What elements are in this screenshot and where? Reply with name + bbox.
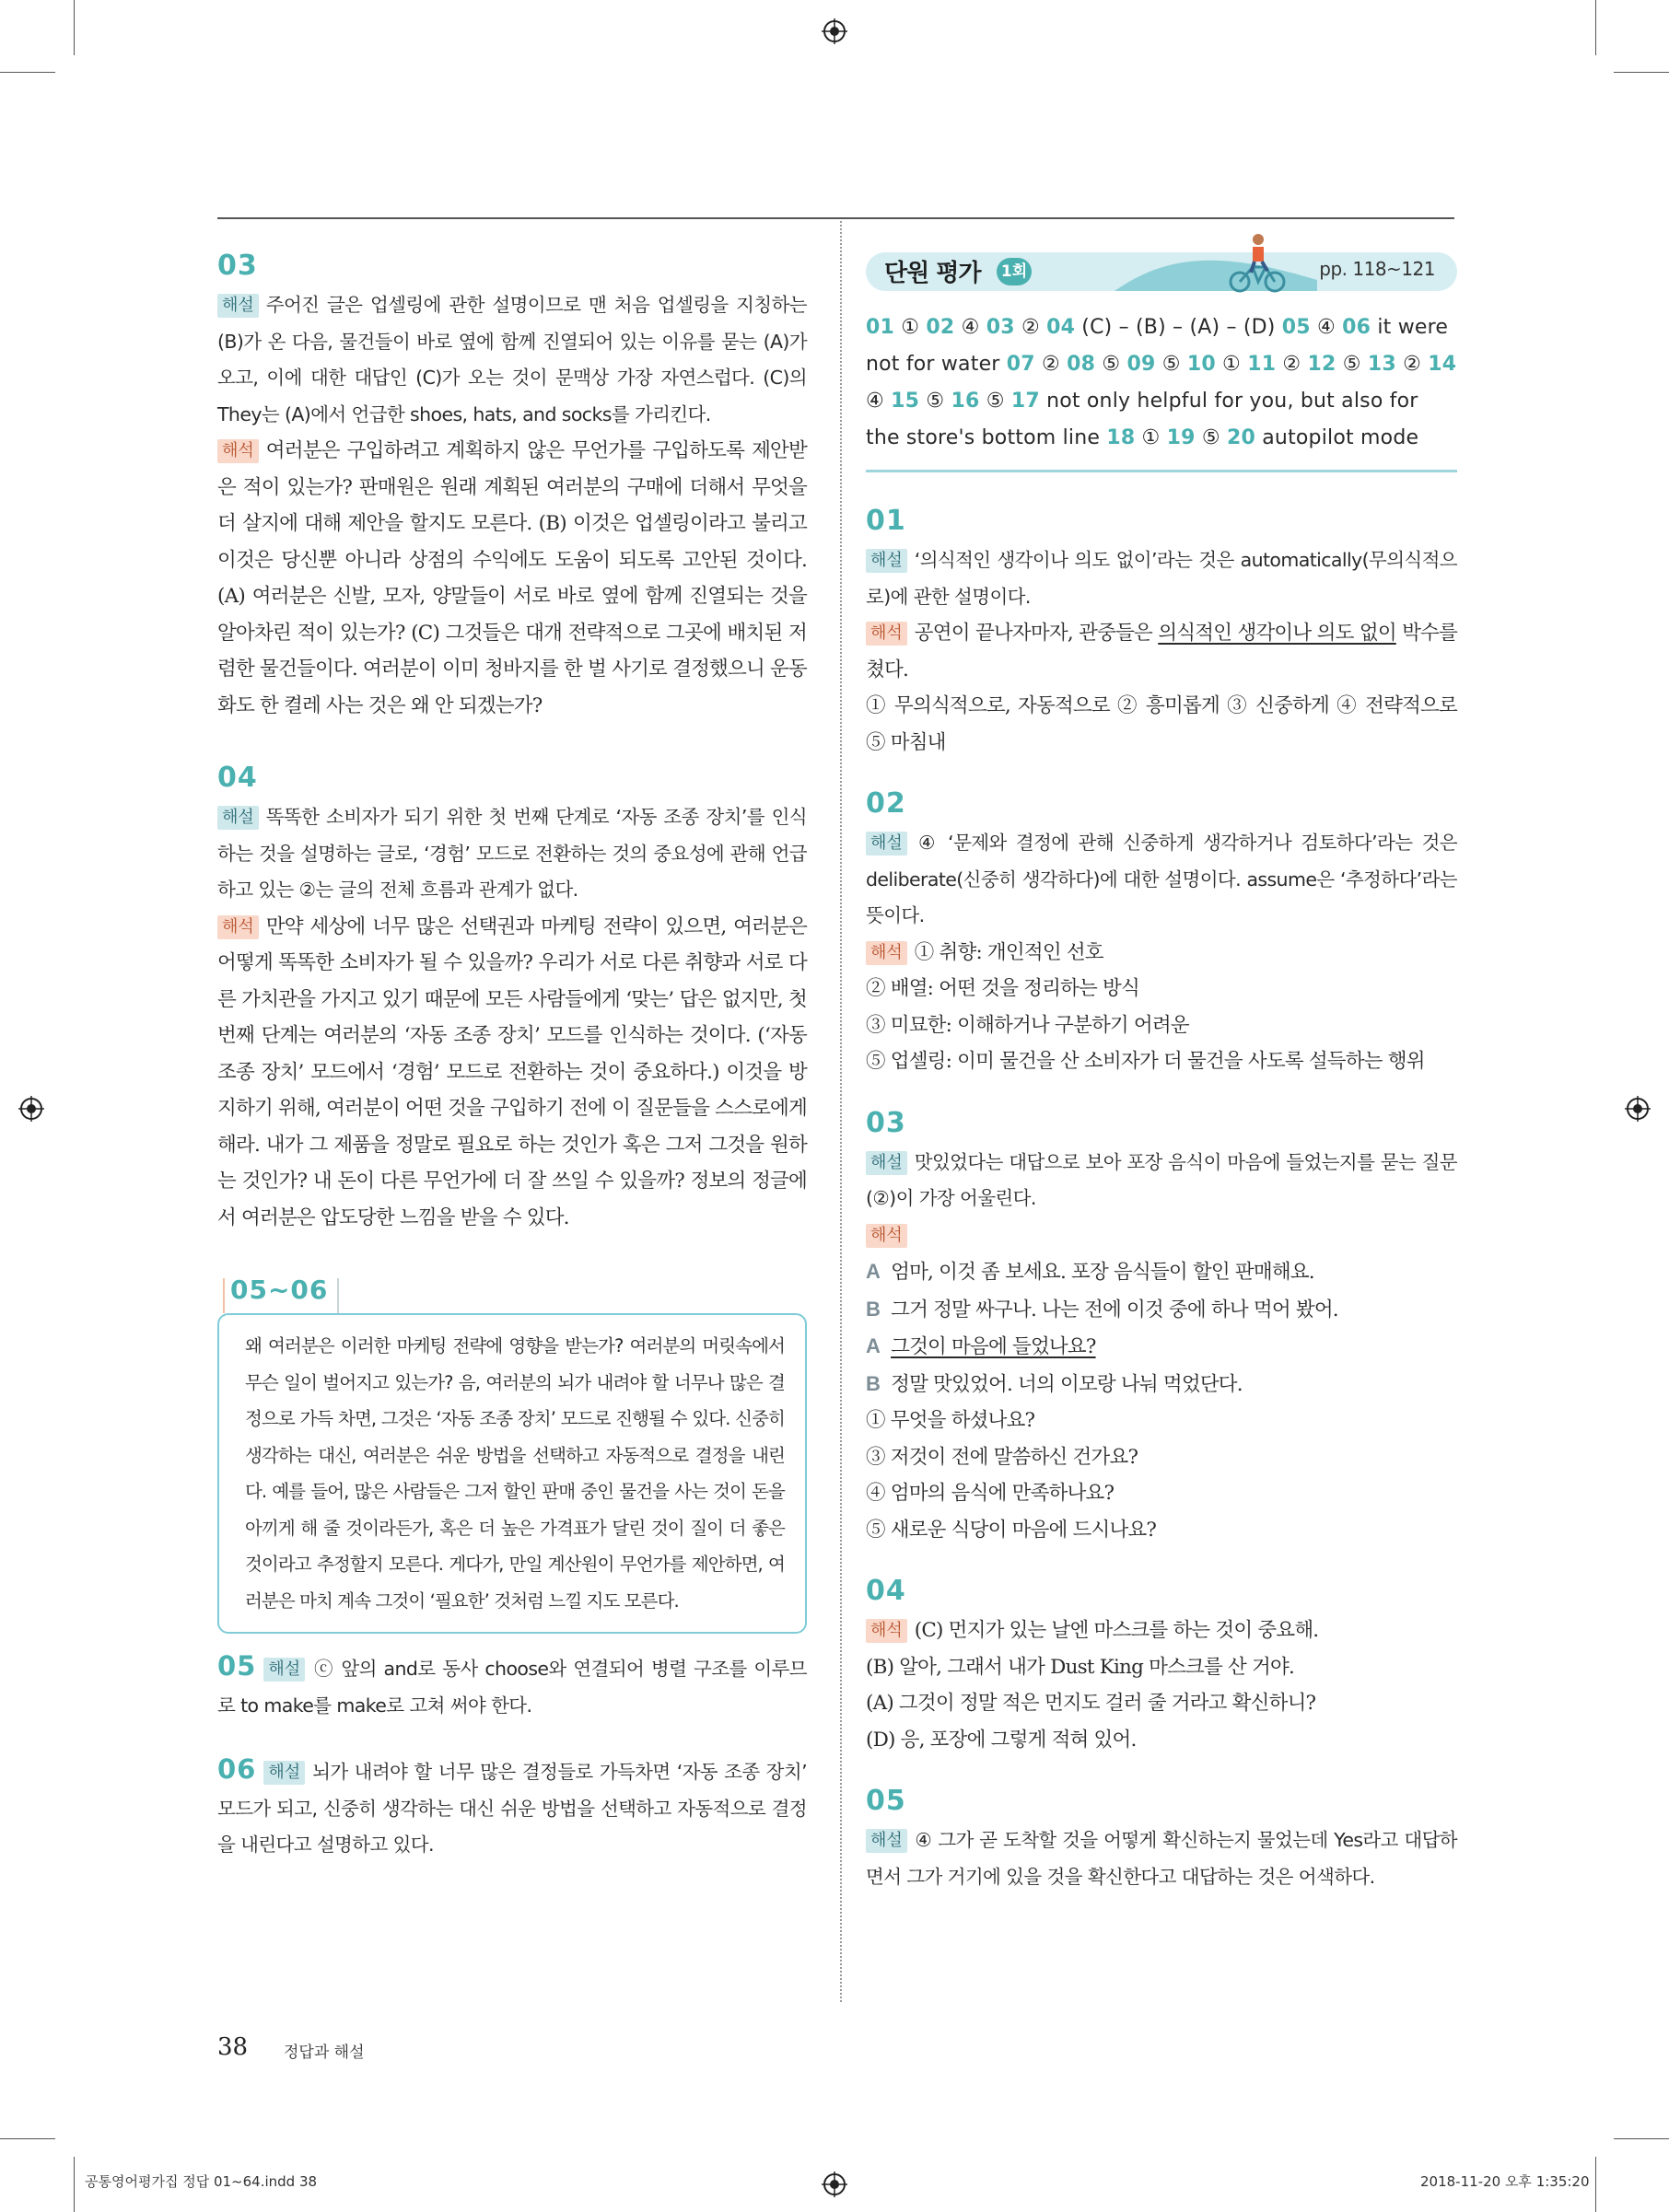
crop-mark [1595,0,1596,55]
explanation-tag: 해설 [217,806,259,830]
answer-value: ⑤ [986,390,1005,413]
answer-value: ④ [961,316,980,339]
question-04-right: 04 해석 (C) 먼지가 있는 날엔 마스크를 하는 것이 중요해. (B) 알아, 그래서 내가 Dust King 마스크를 산 거야. (A) 그것이 정말 적은 먼지도 걸러 줄 거라고 확신하니? (D) 응, 포장에 그렇게 적혀 있어. [866,1574,1457,1758]
unit-pages: pp. 118~121 [1319,258,1435,280]
explanation-tag: 해설 [263,1761,305,1785]
unit-header [866,249,1457,298]
answer-key-rule [866,470,1457,472]
translation-tag: 해석 [866,1619,907,1643]
answer-value: ⑤ [926,390,945,413]
registration-mark-icon [18,1096,44,1122]
answer-number: 04 [1046,316,1076,339]
crop-mark [0,2138,55,2139]
underlined-phrase: 의식적인 생각이나 의도 없이 [1158,622,1396,645]
right-column [866,249,1457,1895]
answer-number: 12 [1307,353,1336,376]
registration-mark-icon [822,2171,847,2197]
explanation-tag: 해설 [866,1151,907,1175]
answer-item [1308,353,1361,376]
answer-number: 19 [1166,426,1196,449]
answer-item [1227,426,1418,449]
answer-value: ⑤ [1161,353,1181,376]
answer-item [1247,353,1301,376]
crop-mark [1614,72,1669,73]
dialogue-line [866,1291,1457,1329]
dialogue-line: (D) 응, 포장에 그렇게 적혀 있어. [866,1728,1137,1752]
answer-value: ⑤ [1342,353,1361,376]
dialogue-line: (B) 알아, 그래서 내가 Dust King 마스크를 산 거야. [866,1655,1294,1679]
answer-number: 01 [866,316,895,339]
question-number: 03 [866,1106,906,1139]
answer-value: not only helpful for you, but also for the store's bottom line [866,390,1418,449]
left-column [217,249,807,1864]
translation-tag: 해석 [866,622,907,646]
answer-item [1106,426,1160,449]
answer-number: 10 [1186,353,1216,376]
question-03-right [866,1106,1457,1549]
answer-item [1167,426,1220,449]
options-text: ① 무의식적으로, 자동적으로 ② 흥미롭게 ③ 신중하게 ④ 전략적으로 ⑤ 마침내 [866,694,1457,754]
answer-value: autopilot mode [1262,426,1419,449]
option-line: ④ 엄마의 음식에 만족하나요? [866,1482,1115,1505]
explanation-text: 똑똑한 소비자가 되기 위한 첫 번째 단계로 ‘자동 조종 장치’를 인식하는 것을 설명하는 글로, ‘경험’ 모드로 전환하는 것의 중요성에 관해 언급하고 있는 ②는 글의 전체 흐름과 관계가 없다. [217,806,807,901]
question-02: 02 해설 ④ ‘문제와 결정에 관해 신중하게 생각하거나 검토하다’라는 것은 deliberate(신중히 생각하다)에 대한 설명이다. assume은 ‘추정하다’라는 뜻이다. 해석 ① 취향: 개인적인 선호 ② 배열: 어떤 것을 정리하는 방식 ③ 미묘한: 이해하거나 구분하기 어려운 ⑤ 업셀링: 이미 물건을 산 소비자가 더 물건을 사도록 설득하는 행위 [866,786,1457,1080]
question-05 [217,1648,807,1724]
page-label: 정답과 해설 [284,2043,365,2062]
answer-number: 06 [1342,316,1371,339]
translation-tag: 해석 [866,1224,907,1248]
option-line: ② 배열: 어떤 것을 정리하는 방식 [866,977,1139,1000]
slug-datetime: 2018-11-20 오후 1:35:20 [1420,2173,1590,2190]
answer-value: ② [1041,353,1060,376]
answer-item [1282,316,1336,339]
question-number: 03 [217,250,258,282]
answer-value: ⑤ [1102,353,1121,376]
explanation-tag: 해설 [217,294,259,318]
answer-value: ② [1282,353,1301,376]
answer-item [1126,353,1180,376]
answer-number: 09 [1126,353,1156,376]
dialogue-text: 엄마, 이것 좀 보세요. 포장 음식들이 할인 판매해요. [891,1261,1314,1284]
answer-item [1007,353,1060,376]
dialogue-line [866,1253,1457,1291]
question-04 [217,761,807,1236]
crop-mark [1614,2138,1669,2139]
question-03 [217,249,807,724]
question-number: 04 [217,762,258,794]
dialogue-line [866,1328,1457,1366]
answer-item [926,316,979,339]
crop-mark [1595,2157,1596,2212]
answer-number: 16 [951,390,980,413]
answer-number: 03 [986,316,1015,339]
speaker-label: A [866,1334,881,1357]
passage-box-title: 05~06 [230,1275,329,1305]
answer-value: ① [901,316,920,339]
passage-box-05-06 [217,1273,807,1634]
answer-item [1046,316,1276,339]
registration-mark-icon [822,18,847,44]
speaker-label: B [866,1297,881,1321]
speaker-label: B [866,1371,881,1395]
answer-value: ① [1222,353,1241,376]
answer-number: 11 [1247,353,1277,376]
answer-item [1067,353,1120,376]
explanation-text: ④ 그가 곧 도착할 것을 어떻게 확신하는지 물었는데 Yes라고 대답하면서 그가 거기에 있을 것을 확신한다고 대답하는 것은 어색하다. [866,1829,1457,1888]
answer-item [986,316,1040,339]
explanation-text: ④ ‘문제와 결정에 관해 신중하게 생각하거나 검토하다’라는 것은 deliberate(신중히 생각하다)에 대한 설명이다. assume은 ‘추정하다’라는 뜻이다. [866,832,1457,926]
answer-value: ② [1403,353,1422,376]
slug-filename: 공통영어평가집 정답 01~64.indd 38 [85,2173,318,2190]
explanation-text: ‘의식적인 생각이나 의도 없이’라는 것은 automatically(무의식적으로)에 관한 설명이다. [866,549,1457,608]
answer-number: 15 [891,390,920,413]
dialogue-line: (A) 그것이 정말 적은 먼지도 걸러 줄 거라고 확신하니? [866,1692,1316,1715]
explanation-text: 맛있었다는 대답으로 보아 포장 음식이 마음에 들었는지를 묻는 질문(②)이 가장 어울린다. [866,1150,1457,1209]
answer-item [951,390,1005,413]
answer-item [1187,353,1241,376]
answer-number: 13 [1367,353,1396,376]
cyclist-icon [1225,230,1290,295]
explanation-text: 주어진 글은 업셀링에 관한 설명이므로 맨 처음 업셀링을 지칭하는 (B)가 온 다음, 물건들이 바로 옆에 함께 진열되어 있는 이유를 묻는 (A)가 오고, 이에 대한 대답인 (C)가 오는 것이 문맥상 가장 자연스럽다. (C)의 They는 (A)에서 언급한 shoes, hats, and socks를 가리킨다. [217,294,807,425]
translation-tag: 해석 [217,439,259,463]
translation-tag: 해석 [217,915,259,939]
answer-item [891,390,944,413]
question-01: 01 해설 ‘의식적인 생각이나 의도 없이’라는 것은 automatically(무의식적으로)에 관한 설명이다. 해석 공연이 끝나자마자, 관중들은 의식적인 생각이나 의도 없이 박수를 쳤다. ① 무의식적으로, 자동적으로 ② 흥미롭게 ③ 신중하게 ④ 전략적으로 ⑤ 마침내 [866,504,1457,761]
explanation-tag: 해설 [866,549,907,573]
answer-item [1368,353,1421,376]
dialogue-line [866,1366,1457,1403]
answer-item [866,316,919,339]
answer-number: 08 [1067,353,1096,376]
dialogue [866,1253,1457,1403]
registration-mark-icon [1625,1096,1651,1122]
answer-key [866,309,1457,457]
answer-number: 02 [926,316,955,339]
explanation-tag: 해설 [866,1829,907,1853]
translation-tag: 해석 [866,941,907,965]
question-number: 02 [866,787,906,820]
dialogue-text: 그거 정말 싸구나. 나는 전에 이것 중에 하나 먹어 봤어. [891,1298,1338,1321]
explanation-tag: 해설 [866,832,907,856]
crop-mark [74,2157,75,2212]
speaker-label: A [866,1260,881,1283]
dialogue-text: 그것이 마음에 들었나요? [891,1335,1096,1358]
answer-value: ⑤ [1201,426,1220,449]
option-line: ① 무엇을 하셨나요? [866,1409,1035,1432]
column-divider [840,221,842,2002]
question-number: 04 [866,1575,906,1607]
translation-text: 만약 세상에 너무 많은 선택권과 마케팅 전략이 있으면, 여러분은 어떻게 똑똑한 소비자가 될 수 있을까? 우리가 서로 다른 취향과 서로 다른 가치관을 가지고 있기 때문에 모든 사람들에게 ‘맞는’ 답은 없지만, 첫 번째 단계는 여러분의 ‘자동 조종 장치’ 모드를 인식하는 것이다. (‘자동 조종 장치’ 모드에서 ‘경험’ 모드로 전환하는 것이 중요하다.) 이것을 방지하기 위해, 여러분이 어떤 것을 구입하기 전에 이 질문들을 스스로에게 해라. 내가 그 제품을 정말로 필요로 하는 것인가 혹은 그저 그것을 원하는 것인가? 내 돈이 다른 무언가에 더 잘 쓰일 수 있을까? 정보의 정글에서 여러분은 압도당한 느낌을 받을 수 있다. [217,914,807,1229]
dialogue-text: 정말 맛있었어. 너의 이모랑 나눠 먹었단다. [891,1372,1243,1396]
question-number: 06 [217,1753,257,1785]
answer-number: 20 [1227,426,1256,449]
option-line: ⑤ 업셀링: 이미 물건을 산 소비자가 더 물건을 사도록 설득하는 행위 [866,1050,1425,1073]
answer-number: 18 [1106,426,1136,449]
unit-title: 단원 평가 [884,260,981,287]
explanation-text: 뇌가 내려야 할 너무 많은 결정들로 가득차면 ‘자동 조종 장치’ 모드가 되고, 신중히 생각하는 대신 쉬운 방법을 선택하고 자동적으로 결정을 내린다고 설명하고 있다. [217,1761,807,1856]
option-line: ③ 미묘한: 이해하거나 구분하기 어려운 [866,1013,1189,1037]
answer-value: it were not for water [866,316,1449,376]
answer-value: ④ [1317,316,1336,339]
translation-text: 여러분은 구입하려고 계획하지 않은 무언가를 구입하도록 제안받은 적이 있는가? 판매원은 원래 계획된 여러분의 구매에 더해서 무엇을 더 살지에 대해 제안을 할지도 모른다. (B) 이것은 업셀링이라고 불리고 이것은 당신뿐 아니라 상점의 수익에도 도움이 되도록 고안된 것이다. (A) 여러분은 신발, 모자, 양말들이 서로 바로 옆에 함께 진열되는 것을 알아차린 적이 있는가? (C) 그것들은 대개 전략적으로 그곳에 배치된 저렴한 물건들이다. 여러분이 이미 청바지를 한 벌 사기로 결정했으니 운동화도 한 켤레 사는 것은 왜 안 되겠는가? [217,439,807,717]
unit-round-badge: 1회 [997,258,1032,285]
question-number: 05 [866,1785,906,1817]
answer-number: 14 [1428,353,1457,376]
option-line: ⑤ 새로운 식당이 마음에 드시나요? [866,1518,1157,1542]
answer-number: 17 [1010,390,1040,413]
option-line: ③ 저것이 전에 말씀하신 건가요? [866,1445,1138,1469]
explanation-text: ⓒ 앞의 and로 동사 choose와 연결되어 병렬 구조를 이루므로 to make를 make로 고쳐 써야 한다. [217,1658,807,1717]
answer-value: (C) – (B) – (A) – (D) [1081,316,1276,339]
crop-mark [0,72,55,73]
explanation-tag: 해설 [263,1658,305,1682]
question-06 [217,1752,807,1864]
question-number: 01 [866,505,906,537]
question-05-right [866,1784,1457,1895]
passage-box-text: 왜 여러분은 이러한 마케팅 전략에 영향을 받는가? 여러분의 머릿속에서 무슨 일이 벌어지고 있는가? 음, 여러분의 뇌가 내려야 할 너무나 많은 결정으로 가득 차면, 그것은 ‘자동 조종 장치’ 모드로 진행될 수 있다. 신중히 생각하는 대신, 여러분은 쉬운 방법을 선택하고 자동적으로 결정을 내린다. 예를 들어, 많은 사람들은 그저 할인 판매 중인 물건을 사는 것이 돈을 아끼게 해 줄 것이라든가, 혹은 더 높은 가격표가 달린 것이 질이 더 좋은 것이라고 추정할지 모른다. 게다가, 만일 계산원이 무언가를 제안하면, 여러분은 마치 계속 그것이 ‘필요한’ 것처럼 느낄 지도 모른다. [217,1313,807,1634]
header-rule [217,217,1454,219]
answer-value: ④ [866,390,884,413]
answer-value: ② [1021,316,1040,339]
page-number: 38 [217,2033,249,2061]
answer-number: 07 [1006,353,1035,376]
crop-mark [74,0,75,55]
answer-number: 05 [1281,316,1311,339]
question-number: 05 [217,1650,257,1682]
answer-value: ① [1141,426,1161,449]
